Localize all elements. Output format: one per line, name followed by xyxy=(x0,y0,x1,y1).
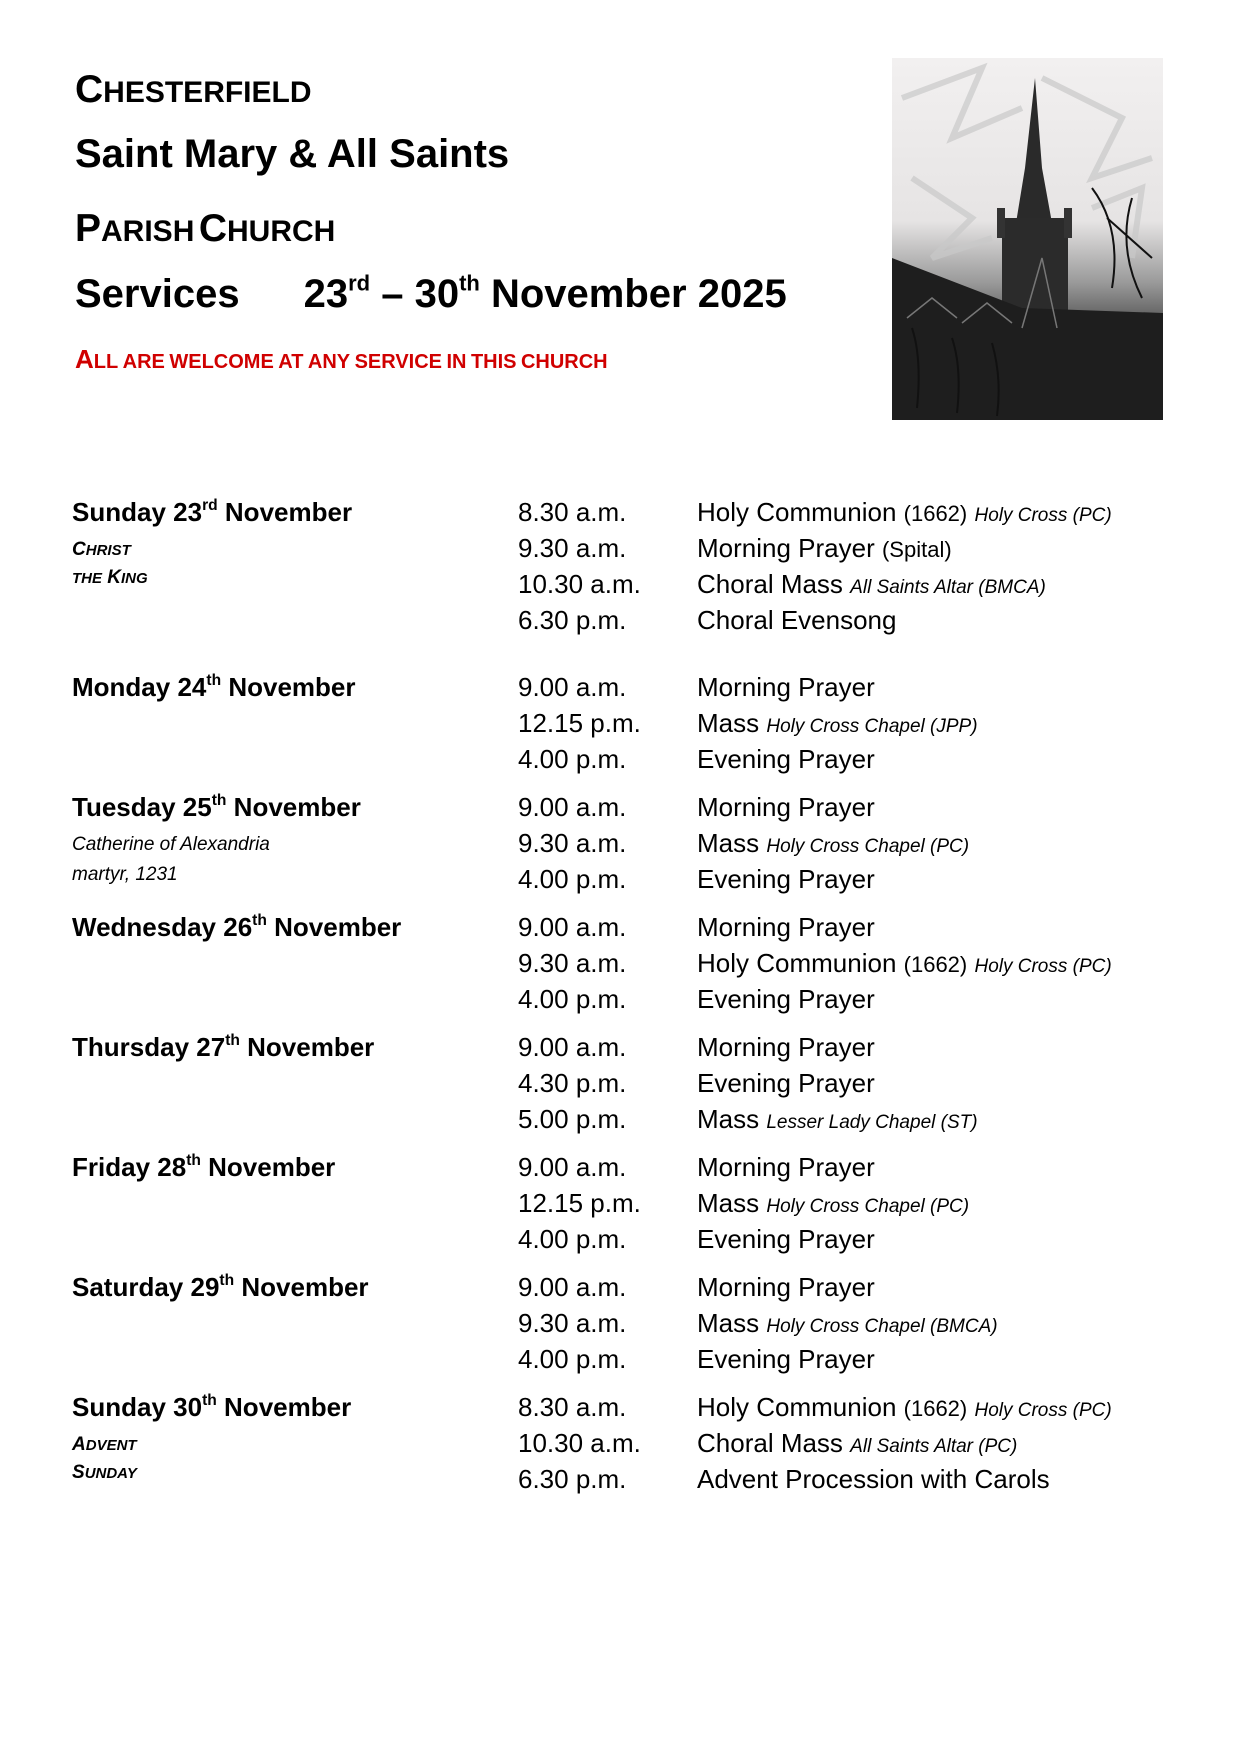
church-rest: HURCH xyxy=(226,215,336,248)
service-name-cell xyxy=(697,603,896,637)
service-name: Morning Prayer xyxy=(697,1272,875,1302)
service-name-cell xyxy=(697,790,875,824)
welcome-initial: A xyxy=(75,344,94,374)
saint-note: Catherine of Alexandria xyxy=(72,834,270,855)
welcome-word xyxy=(122,351,165,373)
welcome-banner xyxy=(75,344,608,375)
service-row xyxy=(0,826,1239,864)
weekday: Sunday xyxy=(72,1392,166,1422)
welcome-word xyxy=(520,351,608,373)
day-number: 27 xyxy=(196,1032,226,1062)
start-suffix: rd xyxy=(348,270,371,296)
service-name-cell xyxy=(697,495,1112,533)
service-time: 10.30 a.m. xyxy=(518,1428,641,1458)
service-name: Evening Prayer xyxy=(697,1344,875,1374)
service-name-cell xyxy=(697,1150,875,1184)
start-day: 23 xyxy=(303,272,349,316)
weekday: Monday xyxy=(72,672,171,702)
service-extra: (1662) xyxy=(903,952,968,977)
service-name-cell xyxy=(697,1306,998,1344)
weekday: Thursday xyxy=(72,1032,190,1062)
service-name: Evening Prayer xyxy=(697,1068,875,1098)
note-rest: ING xyxy=(121,570,148,587)
service-row xyxy=(0,1186,1239,1224)
service-location: Holy Cross (PC) xyxy=(974,1400,1112,1421)
service-row xyxy=(0,670,1239,708)
weekday: Sunday xyxy=(72,497,166,527)
service-time: 8.30 a.m. xyxy=(518,497,627,527)
day-number: 28 xyxy=(157,1152,187,1182)
service-time: 4.00 p.m. xyxy=(518,1344,627,1374)
service-time: 10.30 a.m. xyxy=(518,569,641,599)
service-name-cell xyxy=(697,742,875,776)
service-name: Morning Prayer xyxy=(697,1032,875,1062)
service-time: 4.00 p.m. xyxy=(518,744,627,774)
service-time: 9.00 a.m. xyxy=(518,1272,627,1302)
service-name: Choral Evensong xyxy=(697,605,897,635)
day-number: 23 xyxy=(173,497,203,527)
church-name-heading: Saint Mary & All Saints xyxy=(75,132,510,176)
welcome-word xyxy=(169,351,274,373)
service-location: Holy Cross Chapel (BMCA) xyxy=(766,1316,998,1337)
service-row xyxy=(0,982,1239,1020)
service-location: Holy Cross (PC) xyxy=(974,505,1112,526)
month: November xyxy=(208,1152,336,1182)
service-name-cell xyxy=(697,670,875,704)
day-number: 26 xyxy=(223,912,253,942)
service-row xyxy=(0,1150,1239,1188)
service-name: Morning Prayer xyxy=(697,672,875,702)
service-row xyxy=(0,567,1239,605)
service-time: 9.30 a.m. xyxy=(518,828,627,858)
day-suffix: th xyxy=(186,1152,201,1170)
parish-rest: ARISH xyxy=(101,215,195,248)
welcome-word xyxy=(75,344,119,374)
service-row xyxy=(0,531,1239,569)
service-time: 5.00 p.m. xyxy=(518,1104,627,1134)
service-row xyxy=(0,1066,1239,1104)
service-row xyxy=(0,1306,1239,1344)
service-name: Advent Procession with Carols xyxy=(697,1464,1050,1494)
service-name-cell xyxy=(697,1186,969,1224)
note-initial: C xyxy=(72,539,86,560)
service-name-cell xyxy=(697,910,875,944)
service-name-cell xyxy=(697,1102,978,1140)
service-extra: (1662) xyxy=(903,1396,968,1421)
service-time: 9.00 a.m. xyxy=(518,1032,627,1062)
service-name: Holy Communion xyxy=(697,1392,897,1422)
service-time: 9.00 a.m. xyxy=(518,912,627,942)
day-number: 25 xyxy=(182,792,212,822)
service-name: Mass xyxy=(697,828,760,858)
day-suffix: th xyxy=(211,792,227,810)
service-time: 12.15 p.m. xyxy=(518,708,641,738)
service-time: 4.00 p.m. xyxy=(518,984,627,1014)
service-time: 4.30 p.m. xyxy=(518,1068,627,1098)
service-name: Morning Prayer xyxy=(697,1152,875,1182)
service-name: Mass xyxy=(697,1188,760,1218)
service-time: 6.30 p.m. xyxy=(518,605,627,635)
service-name: Evening Prayer xyxy=(697,744,875,774)
day-suffix: th xyxy=(206,672,222,690)
saint-note: martyr, 1231 xyxy=(72,864,178,885)
note-rest: HRIST xyxy=(85,542,131,559)
service-name: Morning Prayer xyxy=(697,792,875,822)
parish-initial: P xyxy=(75,207,102,250)
service-row xyxy=(0,1342,1239,1380)
welcome-rest: IN xyxy=(446,351,467,373)
service-location: Holy Cross Chapel (JPP) xyxy=(766,716,978,737)
day-number: 24 xyxy=(177,672,207,702)
service-name: Morning Prayer xyxy=(697,533,875,563)
service-name-cell xyxy=(697,1270,875,1304)
month: November xyxy=(233,792,361,822)
service-name-cell xyxy=(697,567,1046,605)
church-initial: C xyxy=(198,207,227,250)
welcome-rest: WELCOME xyxy=(169,351,274,373)
service-name: Mass xyxy=(697,1308,760,1338)
service-time: 9.00 a.m. xyxy=(518,1152,627,1182)
service-time: 4.00 p.m. xyxy=(518,864,627,894)
date-dash: – xyxy=(381,272,404,316)
service-name: Morning Prayer xyxy=(697,912,875,942)
service-name-cell xyxy=(697,1390,1112,1428)
service-time: 12.15 p.m. xyxy=(518,1188,641,1218)
end-suffix: th xyxy=(459,270,480,296)
service-row xyxy=(0,1390,1239,1428)
day-number: 30 xyxy=(173,1392,203,1422)
church-spire-sketch-icon xyxy=(892,58,1163,420)
note-rest: DVENT xyxy=(85,1437,137,1454)
month-year: November 2025 xyxy=(490,272,787,316)
service-time: 9.00 a.m. xyxy=(518,672,627,702)
service-row xyxy=(0,1030,1239,1068)
town-rest: HESTERFIELD xyxy=(103,76,312,109)
service-row xyxy=(0,1426,1239,1464)
service-name: Choral Mass xyxy=(697,1428,843,1458)
weekday: Friday xyxy=(72,1152,151,1182)
note-initial: K xyxy=(107,567,122,588)
welcome-word xyxy=(470,351,517,373)
service-name: Evening Prayer xyxy=(697,1224,875,1254)
service-location: Holy Cross (PC) xyxy=(974,956,1112,977)
welcome-rest: CHURCH xyxy=(520,351,608,373)
service-name-cell xyxy=(697,1342,875,1376)
month: November xyxy=(274,912,402,942)
service-time: 9.30 a.m. xyxy=(518,533,627,563)
service-extra: (1662) xyxy=(903,501,968,526)
day-suffix: th xyxy=(202,1392,217,1410)
service-time: 9.30 a.m. xyxy=(518,1308,627,1338)
welcome-rest: SERVICE xyxy=(354,351,443,373)
services-date-heading xyxy=(75,272,787,317)
service-name: Holy Communion xyxy=(697,948,897,978)
service-location: All Saints Altar (PC) xyxy=(850,1436,1018,1457)
service-location: Holy Cross Chapel (PC) xyxy=(766,1196,970,1217)
welcome-rest: ARE xyxy=(122,351,165,373)
welcome-word xyxy=(354,351,443,373)
end-day: 30 xyxy=(414,272,460,316)
services-label: Services xyxy=(75,272,240,316)
service-time: 9.30 a.m. xyxy=(518,948,627,978)
month: November xyxy=(247,1032,375,1062)
note-initial: A xyxy=(72,1434,86,1455)
service-name-cell xyxy=(697,531,952,567)
service-name: Mass xyxy=(697,708,760,738)
service-name-cell xyxy=(697,946,1112,984)
service-name-cell xyxy=(697,1030,875,1064)
service-row xyxy=(0,1102,1239,1140)
service-time: 8.30 a.m. xyxy=(518,1392,627,1422)
town-heading xyxy=(75,68,312,112)
month: November xyxy=(224,1392,352,1422)
note-rest: THE xyxy=(72,570,102,587)
month: November xyxy=(241,1272,369,1302)
service-name: Mass xyxy=(697,1104,760,1134)
service-name-cell xyxy=(697,862,875,896)
welcome-rest: AT xyxy=(278,351,304,373)
day-suffix: rd xyxy=(202,497,218,515)
service-extra: (Spital) xyxy=(881,537,952,562)
weekday: Tuesday xyxy=(72,792,176,822)
service-name: Evening Prayer xyxy=(697,864,875,894)
month: November xyxy=(224,497,353,527)
note-rest: UNDAY xyxy=(84,1465,137,1482)
service-time: 9.00 a.m. xyxy=(518,792,627,822)
welcome-rest: LL xyxy=(93,351,119,373)
service-name-cell xyxy=(697,1222,875,1256)
service-time: 4.00 p.m. xyxy=(518,1224,627,1254)
day-suffix: th xyxy=(225,1032,240,1050)
welcome-rest: ANY xyxy=(307,351,351,373)
day-suffix: th xyxy=(252,912,267,930)
parish-church-heading xyxy=(75,207,335,251)
service-name: Choral Mass xyxy=(697,569,843,599)
weekday: Wednesday xyxy=(72,912,217,942)
service-row xyxy=(0,495,1239,533)
welcome-word xyxy=(278,351,304,373)
service-row xyxy=(0,706,1239,744)
day-suffix: th xyxy=(219,1272,235,1290)
service-location: Holy Cross Chapel (PC) xyxy=(766,836,970,857)
service-name: Evening Prayer xyxy=(697,984,875,1014)
welcome-rest: THIS xyxy=(470,351,517,373)
service-row xyxy=(0,1270,1239,1308)
welcome-word xyxy=(446,351,467,373)
weekday: Saturday xyxy=(72,1272,184,1302)
service-row xyxy=(0,742,1239,780)
service-location: All Saints Altar (BMCA) xyxy=(850,577,1046,598)
day-number: 29 xyxy=(190,1272,220,1302)
service-row xyxy=(0,910,1239,948)
welcome-word xyxy=(307,351,351,373)
service-name-cell xyxy=(697,706,978,744)
service-name-cell xyxy=(697,1066,875,1100)
service-time: 6.30 p.m. xyxy=(518,1464,627,1494)
service-name: Holy Communion xyxy=(697,497,897,527)
service-location: Lesser Lady Chapel (ST) xyxy=(766,1112,978,1133)
month: November xyxy=(228,672,356,702)
note-initial: S xyxy=(72,1462,85,1483)
service-row xyxy=(0,862,1239,900)
service-name-cell xyxy=(697,1462,1050,1496)
church-spire-image xyxy=(892,58,1163,420)
service-name-cell xyxy=(697,1426,1017,1464)
town-initial: C xyxy=(75,68,104,111)
service-name-cell xyxy=(697,826,969,864)
service-row xyxy=(0,790,1239,828)
service-row xyxy=(0,946,1239,984)
service-row xyxy=(0,1222,1239,1260)
service-row xyxy=(0,1462,1239,1500)
service-name-cell xyxy=(697,982,875,1016)
service-row xyxy=(0,603,1239,641)
